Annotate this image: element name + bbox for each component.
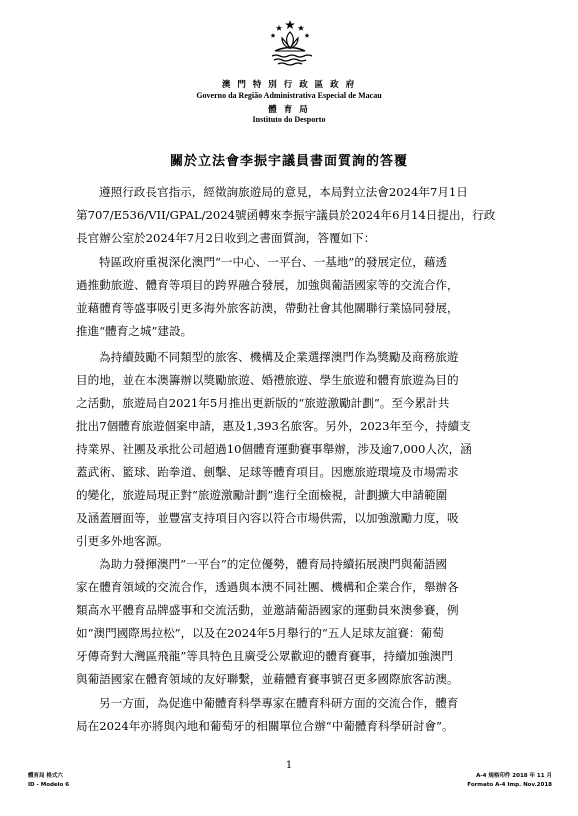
text-line: 並藉體育等盛事吸引更多海外旅客訪澳，帶動社會其他關聯行業協同發展， xyxy=(76,301,459,315)
footer-right xyxy=(467,772,552,790)
text-line: 牙傳奇對大灣區飛龍”等具特色且廣受公眾歡迎的體育賽事，持續加強澳門 xyxy=(76,649,453,663)
print-format-chinese: A-4 規格印件 2018 年 11 月 xyxy=(476,773,552,779)
text-line: 家在體育領域的交流合作，透過與本澳不同社團、機構和企業合作，舉辦各 xyxy=(76,580,459,594)
text-line: 長官辦公室於2024年7月2日收到之書面質詢，答覆如下： xyxy=(76,231,376,245)
page-number: 1 xyxy=(285,760,293,771)
paragraph-4 xyxy=(76,553,524,691)
text-line: 局在2024年亦將與內地和葡萄牙的相關單位合辦“中葡體育科學研討會”。 xyxy=(76,719,454,733)
text-line: 持業界、社團及承批公司超過10個體育運動賽事舉辦，涉及逾7,000人次，涵 xyxy=(76,442,472,456)
paragraph-5 xyxy=(76,692,524,738)
text-line: 之活動，旅遊局自2021年5月推出更新版的“旅遊激勵計劃”。至今累計共 xyxy=(76,396,450,410)
text-line: 第707/E536/VII/GPAL/2024號函轉來李振宇議員於2024年6月14日提出，行政 xyxy=(76,208,496,222)
text-line: 及涵蓋層面等，並豐富支持項目內容以符合市場供需，以加強激勵力度，吸 xyxy=(76,511,459,525)
government-name-portuguese: Governo da Região Administrativa Especial de Macau xyxy=(196,91,382,100)
text-line: 為持續鼓勵不同類型的旅客、機構及企業選擇澳門作為獎勵及商務旅遊 xyxy=(99,350,459,364)
text-line: 目的地，並在本澳籌辦以獎勵旅遊、婚禮旅遊、學生旅遊和體育旅遊為目的 xyxy=(76,373,459,387)
text-line: 為助力發揮澳門“一平台”的定位優勢，體育局持續拓展澳門與葡語國 xyxy=(99,557,448,571)
text-line: 類高水平體育品牌盛事和交流活動，並邀請葡語國家的運動員來澳參賽，例 xyxy=(76,603,459,617)
text-line: 的變化，旅遊局現正對“旅遊激勵計劃”進行全面檢視，計劃擴大申請範圍 xyxy=(76,488,448,502)
text-line: 遵照行政長官指示，經徵詢旅遊局的意見，本局對立法會2024年7月1日 xyxy=(99,185,468,199)
bureau-name-portuguese: Instituto do Desporto xyxy=(252,115,326,124)
footer-left xyxy=(28,772,69,790)
form-code-chinese: 體育局 格式六 xyxy=(28,773,63,779)
text-line: 過推動旅遊、體育等項目的跨界融合發展，加強與葡語國家等的交流合作， xyxy=(76,278,459,292)
bureau-name-chinese: 體 育 局 xyxy=(268,105,310,115)
text-line: 另一方面，為促進中葡體育科學專家在體育科研方面的交流合作，體育 xyxy=(99,696,459,710)
print-format-portuguese: Formato A-4 Imp. Nov.2018 xyxy=(467,782,552,788)
form-code-portuguese: ID - Modelo 6 xyxy=(28,782,70,788)
text-line: 批出7個體育旅遊個案申請，惠及1,393名旅客。另外，2023年至今，持續支 xyxy=(76,419,471,433)
text-line: 特區政府重視深化澳門“一中心、一平台、一基地”的發展定位，藉透 xyxy=(99,255,448,269)
paragraph-2 xyxy=(76,251,524,343)
paragraph-3 xyxy=(76,346,524,553)
text-line: 引更多外地客源。 xyxy=(76,534,169,548)
text-line: 推進“體育之城”建設。 xyxy=(76,324,193,338)
document-title: 關於立法會李振宇議員書面質詢的答覆 xyxy=(169,154,408,169)
text-line: 如“澳門國際馬拉松”，以及在2024年5月舉行的“五人足球友誼賽：葡萄 xyxy=(76,626,444,640)
paragraph-1 xyxy=(76,181,524,250)
macau-emblem-icon xyxy=(264,18,316,68)
text-line: 蓋武術、籃球、跆拳道、劍擊、足球等體育項目。因應旅遊環境及市場需求 xyxy=(76,465,459,479)
text-line: 與葡語國家在體育領域的友好聯繫，並藉體育賽事號召更多國際旅客訪澳。 xyxy=(76,672,459,686)
government-name-chinese: 澳 門 特 別 行 政 區 政 府 xyxy=(221,80,357,90)
